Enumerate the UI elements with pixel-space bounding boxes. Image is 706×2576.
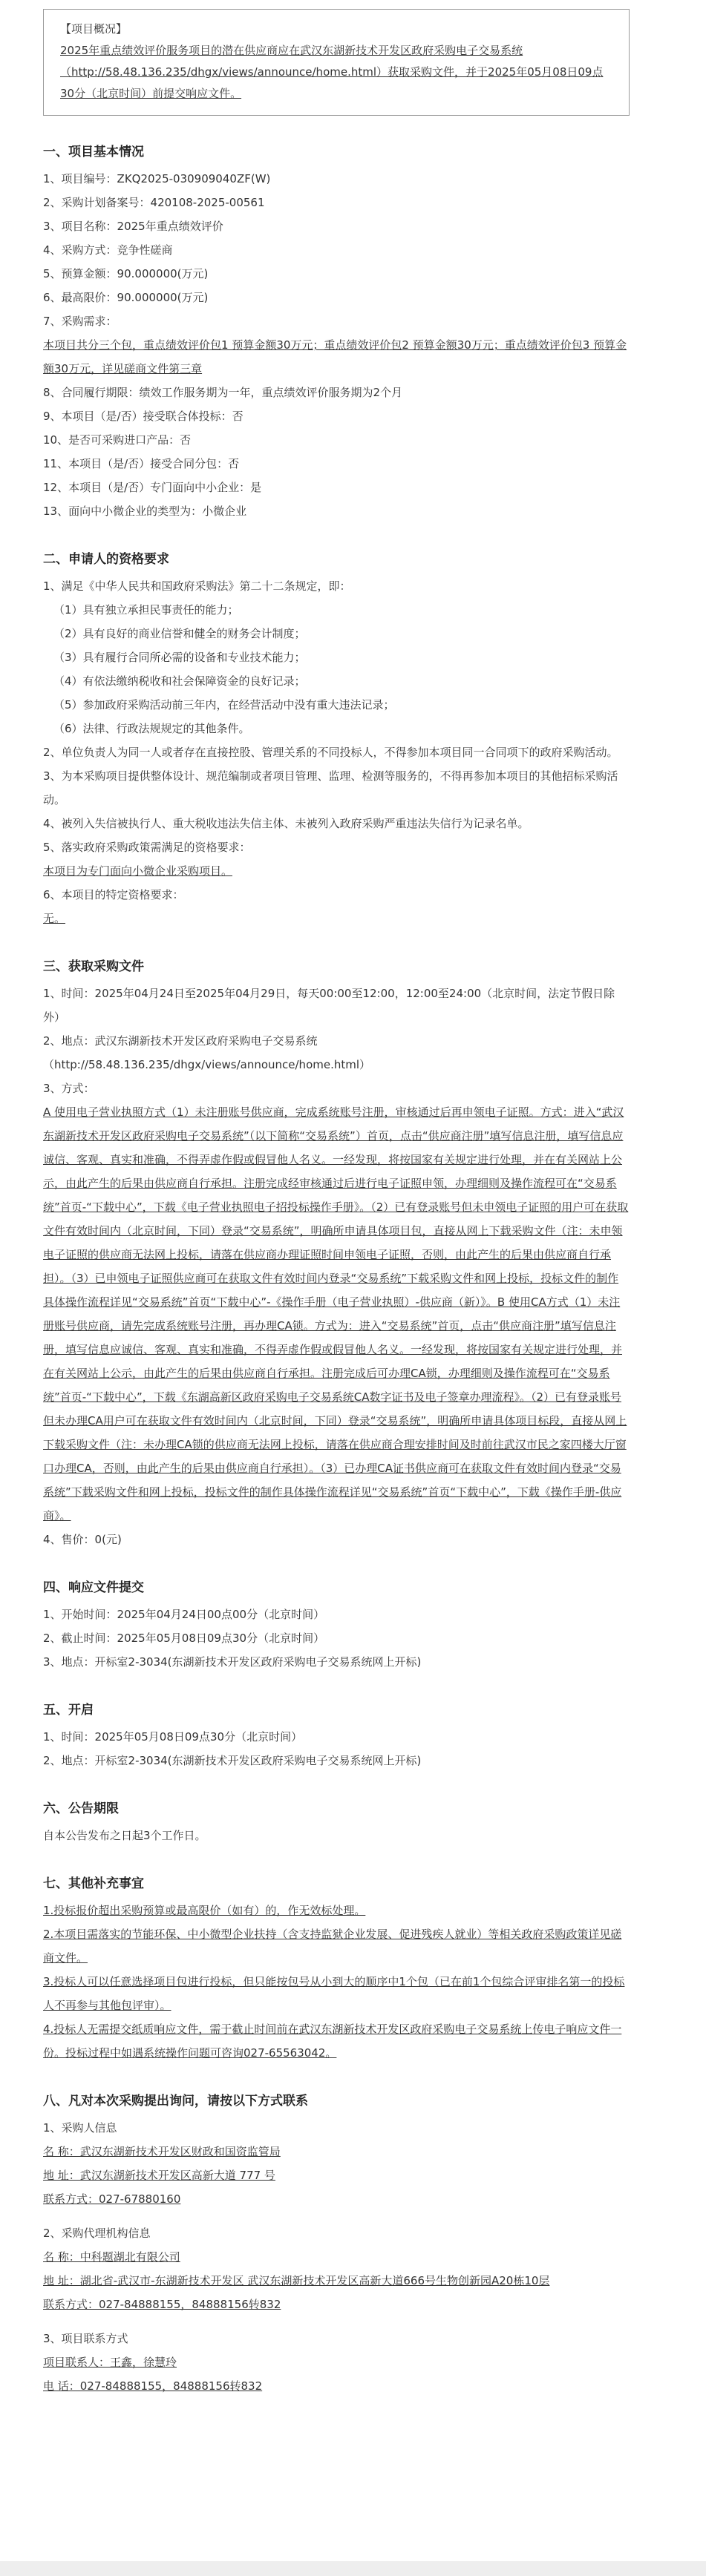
section-contact-heading: 八、凡对本次采购提出询问，请按以下方式联系 <box>43 2094 308 2109</box>
agent-info-heading: 2、采购代理机构信息 <box>43 2227 151 2240</box>
project-contact-person: 项目联系人：王鑫，徐慧玲 <box>43 2356 177 2369</box>
buyer-info-heading: 1、采购人信息 <box>43 2121 117 2135</box>
procurement-method: 4、采购方式：竞争性磋商 <box>43 243 173 257</box>
submit-start-time: 1、开始时间：2025年04月24日00点00分（北京时间） <box>43 1608 325 1621</box>
opening-time: 1、时间：2025年05月08日09点30分（北京时间） <box>43 1730 303 1744</box>
section-supplementary-heading: 七、其他补充事宜 <box>43 1876 144 1891</box>
sme-only: 12、本项目（是/否）专门面向中小企业：是 <box>43 481 262 494</box>
obtain-method-label: 3、方式： <box>43 1082 95 1095</box>
qualification-item: 2、单位负责人为同一人或者存在直接控股、管理关系的不同投标人，不得参加本项目同一合同项下的政府采购活动。 <box>43 746 618 759</box>
qualification-item: 3、为本采购项目提供整体设计、规范编制或者项目管理、监理、检测等服务的，不得再参加本项目的其他招标采购活动。 <box>43 769 618 806</box>
project-contact-phone: 电 话：027-84888155，84888156转832 <box>43 2379 263 2393</box>
qualification-policy: 本项目为专门面向小微企业采购项目。 <box>43 864 233 878</box>
qualification-item: 4、被列入失信被执行人、重大税收违法失信主体、未被列入政府采购严重违法失信行为记录名单。 <box>43 817 529 830</box>
doc-price: 4、售价：0(元) <box>43 1533 122 1546</box>
agent-address: 地 址：湖北省-武汉市-东湖新技术开发区 武汉东湖新技术开发区高新大道666号生物创新园A20栋10层 <box>43 2274 550 2287</box>
consortium-bid: 9、本项目（是/否）接受联合体投标：否 <box>43 410 243 423</box>
supplementary-item: 4.投标人无需提交纸质响应文件，需于截止时间前在武汉东湖新技术开发区政府采购电子交易系统上传电子响应文件一份。投标过程中如遇系统操作问题可咨询027-65563042。 <box>43 2023 622 2060</box>
agent-phone: 联系方式：027-84888155，84888156转832 <box>43 2298 281 2311</box>
procurement-needs-body: 本项目共分三个包，重点绩效评价包1 预算金额30万元；重点绩效评价包2 预算金额30万元；重点绩效评价包3 预算金额30万元，详见磋商文件第三章 <box>43 338 627 375</box>
obtain-method-body: A 使用电子营业执照方式（1）未注册账号供应商，完成系统账号注册，审核通过后再申领电子证照。方式：进入“武汉东湖新技术开发区政府采购电子交易系统”（以下简称“交易系统”）首页，点击“供应商注册”填写信息注册，填写信息应诚信、客观、真实和准确，不得弄虚作假或假冒他人名义。一经发现，将按国家有关规定进行处理，并在有关网站上公示，由此产生的后果由供应商自行承担。注册完成经审核通过后进行电子证照申领，办理细则及操作流程可在“交易系统”首页-“下载中心”，下载《电子营业执照电子招投标操作手册》。（2）已有登录账号但未申领电子证照的用户可在获取文件有效时间内（北京时间，下同）登录“交易系统”，明确所申请具体项目包，直接从网上下载采购文件（注：未申领电子证照的供应商无法网上投标，请落在供应商办理证照时间申领电子证照，否则，由此产生的后果由供应商自行承担）。（3）已申领电子证照供应商可在获取文件有效时间内登录“交易系统”下载采购文件和网上投标，投标文件的制作具体操作流程详见“交易系统”首页“下载中心”-《操作手册（电子营业执照）-供应商（新）》。B 使用CA方式（1）未注册账号供应商，请先完成系统账号注册，再办理CA锁。方式为：进入“交易系统”首页，点击“供应商注册”填写信息注册，填写信息应诚信、客观、真实和准确，不得弄虚作假或假冒他人名义。一经发现，将按国家有关规定进行处理，并在有关网站上公示，由此产生的后果由供应商自行承担。注册完成后可办理CA锁，办理细则及操作流程可在“交易系统”首页-“下载中心”，下载《东湖高新区政府采购电子交易系统CA数字证书及电子签章办理流程》。（2）已有登录账号但未办理CA用户可在获取文件有效时间内（北京时间，下同）登录“交易系统”，明确所申请具体项目标段，直接从网上下载采购文件（注：未办理CA锁的供应商无法网上投标，请落在供应商合理安排时间及时前往武汉市民之家四楼大厅窗口办理CA，否则，由此产生的后果由供应商自行承担）。（3）已办理CA证书供应商可在获取文件有效时间内登录“交易系统”下载采购文件和网上投标，投标文件的制作具体操作流程详见“交易系统”首页“下载中心”，下载《操作手册-供应商》。 <box>43 1105 629 1522</box>
budget-amount: 5、预算金额：90.000000(万元) <box>43 267 209 280</box>
section-opening-heading: 五、开启 <box>43 1703 94 1718</box>
submit-deadline: 2、截止时间：2025年05月08日09点30分（北京时间） <box>43 1632 325 1645</box>
buyer-phone: 联系方式：027-67880160 <box>43 2192 181 2206</box>
procurement-needs-label: 7、采购需求： <box>43 315 117 328</box>
qualification-sub-item: （6）法律、行政法规规定的其他条件。 <box>53 722 250 735</box>
buyer-name: 名 称：武汉东湖新技术开发区财政和国资监管局 <box>43 2145 281 2158</box>
qualification-sub-item: （4）有依法缴纳税收和社会保障资金的良好记录； <box>53 674 306 688</box>
sme-type: 13、面向中小微企业的类型为：小微企业 <box>43 505 247 518</box>
section-obtain-docs-heading: 三、获取采购文件 <box>43 959 144 974</box>
import-products: 10、是否可采购进口产品：否 <box>43 433 192 447</box>
notice-period: 自本公告发布之日起3个工作日。 <box>43 1829 206 1842</box>
qualification-sub-item: （3）具有履行合同所必需的设备和专业技术能力； <box>53 651 306 664</box>
overview-title: 【项目概况】 <box>60 22 128 36</box>
announcement-page <box>43 0 630 2398</box>
page-footer-band <box>0 2561 706 2576</box>
plan-record-number: 2、采购计划备案号：420108-2025-00561 <box>43 196 265 209</box>
project-overview-box <box>43 9 630 116</box>
section-basic-info-heading: 一、项目基本情况 <box>43 145 144 160</box>
supplementary-item: 3.投标人可以任意选择项目包进行投标，但只能按包号从小到大的顺序中1个包（已在前1个包综合评审排名第一的投标人不再参与其他包评审）。 <box>43 1975 625 2012</box>
project-number: 1、项目编号：ZKQ2025-030909040ZF(W) <box>43 172 271 185</box>
overview-body: 2025年重点绩效评价服务项目的潜在供应商应在武汉东湖新技术开发区政府采购电子交易系统（http://58.48.136.235/dhgx/views/announce/home.html）获取采购文件，并于2025年05月08日09点30分（北京时间）前提交响应文件。 <box>60 44 604 100</box>
section-qualification-heading: 二、申请人的资格要求 <box>43 552 169 567</box>
obtain-time: 1、时间：2025年04月24日至2025年04月29日，每天00:00至12:00，12:00至24:00（北京时间，法定节假日除外） <box>43 987 615 1024</box>
qualification-item: 5、落实政府采购政策需满足的资格要求： <box>43 841 251 854</box>
qualification-sub-item: （1）具有独立承担民事责任的能力； <box>53 603 239 617</box>
opening-place: 2、地点：开标室2-3034(东湖新技术开发区政府采购电子交易系统网上开标) <box>43 1754 422 1767</box>
max-price: 6、最高限价：90.000000(万元) <box>43 291 209 304</box>
section-notice-period-heading: 六、公告期限 <box>43 1801 119 1816</box>
section-response-submit-heading: 四、响应文件提交 <box>43 1580 144 1595</box>
project-contact-heading: 3、项目联系方式 <box>43 2332 128 2345</box>
agent-name: 名 称：中科题湖北有限公司 <box>43 2250 180 2264</box>
qualification-item: 1、满足《中华人民共和国政府采购法》第二十二条规定，即： <box>43 579 351 593</box>
submit-place: 3、地点：开标室2-3034(东湖新技术开发区政府采购电子交易系统网上开标) <box>43 1655 422 1669</box>
buyer-address: 地 址：武汉东湖新技术开发区高新大道 777 号 <box>43 2169 275 2182</box>
supplementary-item: 1.投标报价超出采购预算或最高限价（如有）的，作无效标处理。 <box>43 1904 366 1917</box>
contract-period: 8、合同履行期限：绩效工作服务期为一年，重点绩效评价服务期为2个月 <box>43 386 403 399</box>
qualification-item: 6、本项目的特定资格要求： <box>43 888 184 901</box>
subcontracting: 11、本项目（是/否）接受合同分包：否 <box>43 457 240 470</box>
qualification-sub-item: （2）具有良好的商业信誉和健全的财务会计制度； <box>53 627 306 640</box>
qualification-sub-item: （5）参加政府采购活动前三年内，在经营活动中没有重大违法记录； <box>53 698 395 712</box>
project-name: 3、项目名称：2025年重点绩效评价 <box>43 220 223 233</box>
supplementary-item: 2.本项目需落实的节能环保、中小微型企业扶持（含支持监狱企业发展、促进残疾人就业）等相关政府采购政策详见磋商文件。 <box>43 1928 622 1965</box>
qualification-specific: 无。 <box>43 912 66 925</box>
obtain-place: 2、地点：武汉东湖新技术开发区政府采购电子交易系统（http://58.48.136.235/dhgx/views/announce/home.html） <box>43 1034 371 1071</box>
